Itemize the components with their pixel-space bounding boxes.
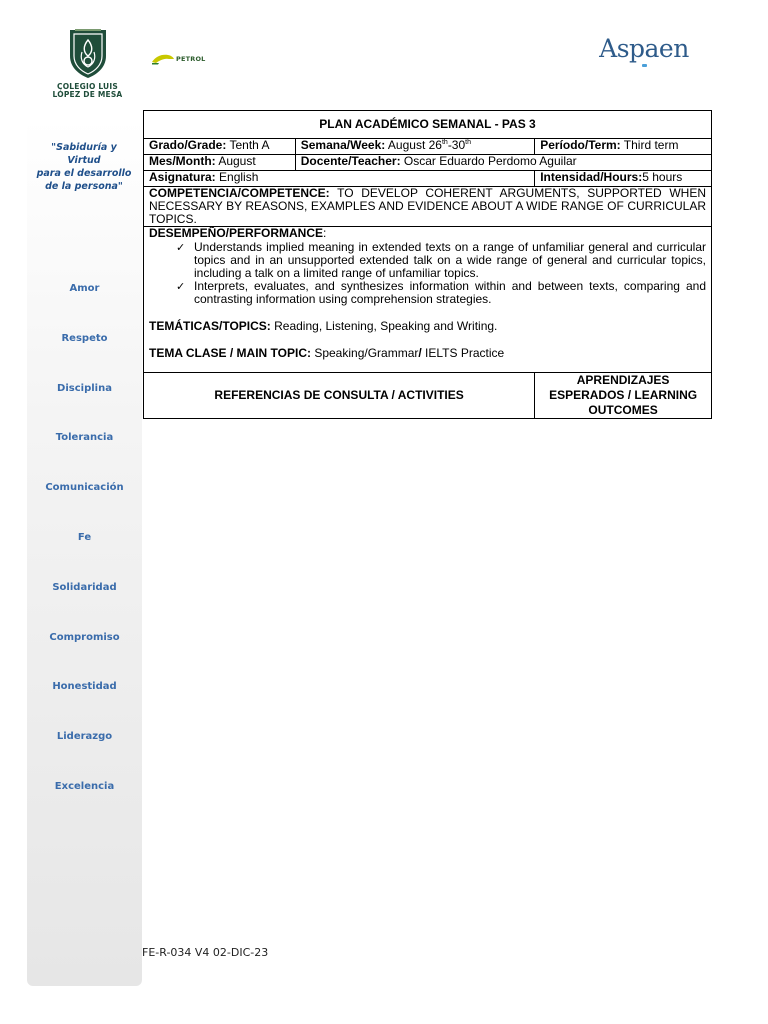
value-item: Fe	[77, 531, 92, 543]
school-logo	[40, 26, 135, 99]
value-item: Comunicación	[45, 482, 124, 494]
value-item: Honestidad	[52, 681, 117, 693]
school-name: COLEGIO LUIS LÓPEZ DE MESA	[52, 82, 123, 99]
main-topic-line: TEMA CLASE / MAIN TOPIC: Speaking/Grammar/ IELTS Practice	[149, 346, 505, 360]
value-item: Liderazgo	[56, 731, 113, 743]
grade-cell: Grado/Grade: Tenth A	[144, 139, 296, 155]
performance-list	[169, 241, 706, 306]
checkmark-icon: ✓	[176, 280, 186, 293]
ecopetrol-logo	[150, 52, 206, 66]
outcomes-header: APRENDIZAJES ESPERADOS / LEARNING OUTCOMES	[535, 373, 712, 419]
performance-heading: DESEMPEÑO/PERFORMANCE:	[149, 226, 327, 240]
performance-cell	[144, 227, 712, 373]
checkmark-icon: ✓	[176, 241, 186, 254]
term-cell: Período/Term: Third term	[535, 139, 712, 155]
week-cell: Semana/Week: August 26th-30th	[295, 139, 534, 155]
subject-cell: Asignatura: English	[144, 171, 535, 187]
ecopetrol-wordmark: PETROL	[176, 55, 206, 63]
value-item: Excelencia	[54, 780, 115, 792]
plan-title: PLAN ACADÉMICO SEMANAL - PAS 3	[144, 111, 712, 139]
aspaen-logo	[598, 34, 690, 67]
value-item: Compromiso	[49, 631, 120, 643]
teacher-cell: Docente/Teacher: Oscar Eduardo Perdomo Aguilar	[295, 155, 711, 171]
document-code: FE-R-034 V4 02-DIC-23	[142, 946, 269, 959]
competence-cell: COMPETENCIA/COMPETENCE: TO DEVELOP COHERENT ARGUMENTS, SUPPORTED WHEN NECESSARY BY REASONS, EXAMPLES AND EVIDENCE ABOUT A WIDE RANGE OF CURRICULAR TOPICS.	[144, 187, 712, 227]
value-item: Respeto	[61, 332, 108, 344]
performance-item: ✓ Understands implied meaning in extended texts on a range of unfamiliar general and curricular topics and in an unsupported extended talk on a wide range of general and curricular topics, including a talk on a limited range of unfamiliar topics.	[176, 240, 706, 280]
value-item: Disciplina	[57, 382, 112, 394]
value-item: Solidaridad	[52, 581, 117, 593]
value-item: Tolerancia	[55, 432, 114, 444]
aspaen-accent	[642, 64, 647, 67]
references-header: REFERENCIAS DE CONSULTA / ACTIVITIES	[144, 373, 535, 419]
topics-line: TEMÁTICAS/TOPICS: Reading, Listening, Speaking and Writing.	[149, 319, 498, 333]
aspaen-wordmark: Aspaen	[599, 34, 689, 63]
month-cell: Mes/Month: August	[144, 155, 296, 171]
weekly-plan-table	[143, 110, 712, 419]
performance-item: ✓ Interprets, evaluates, and synthesizes information within and between texts, comparing and contrasting information using comprehension strategies.	[176, 279, 706, 306]
ecopetrol-iguana-icon	[150, 52, 176, 66]
value-item: Amor	[69, 283, 100, 294]
hours-cell: Intensidad/Hours:5 hours	[535, 171, 712, 187]
school-values-list	[27, 282, 142, 830]
school-crest-icon	[66, 26, 110, 80]
school-motto: "Sabiduría y Virtud para el desarrollo de la persona"	[36, 142, 132, 192]
